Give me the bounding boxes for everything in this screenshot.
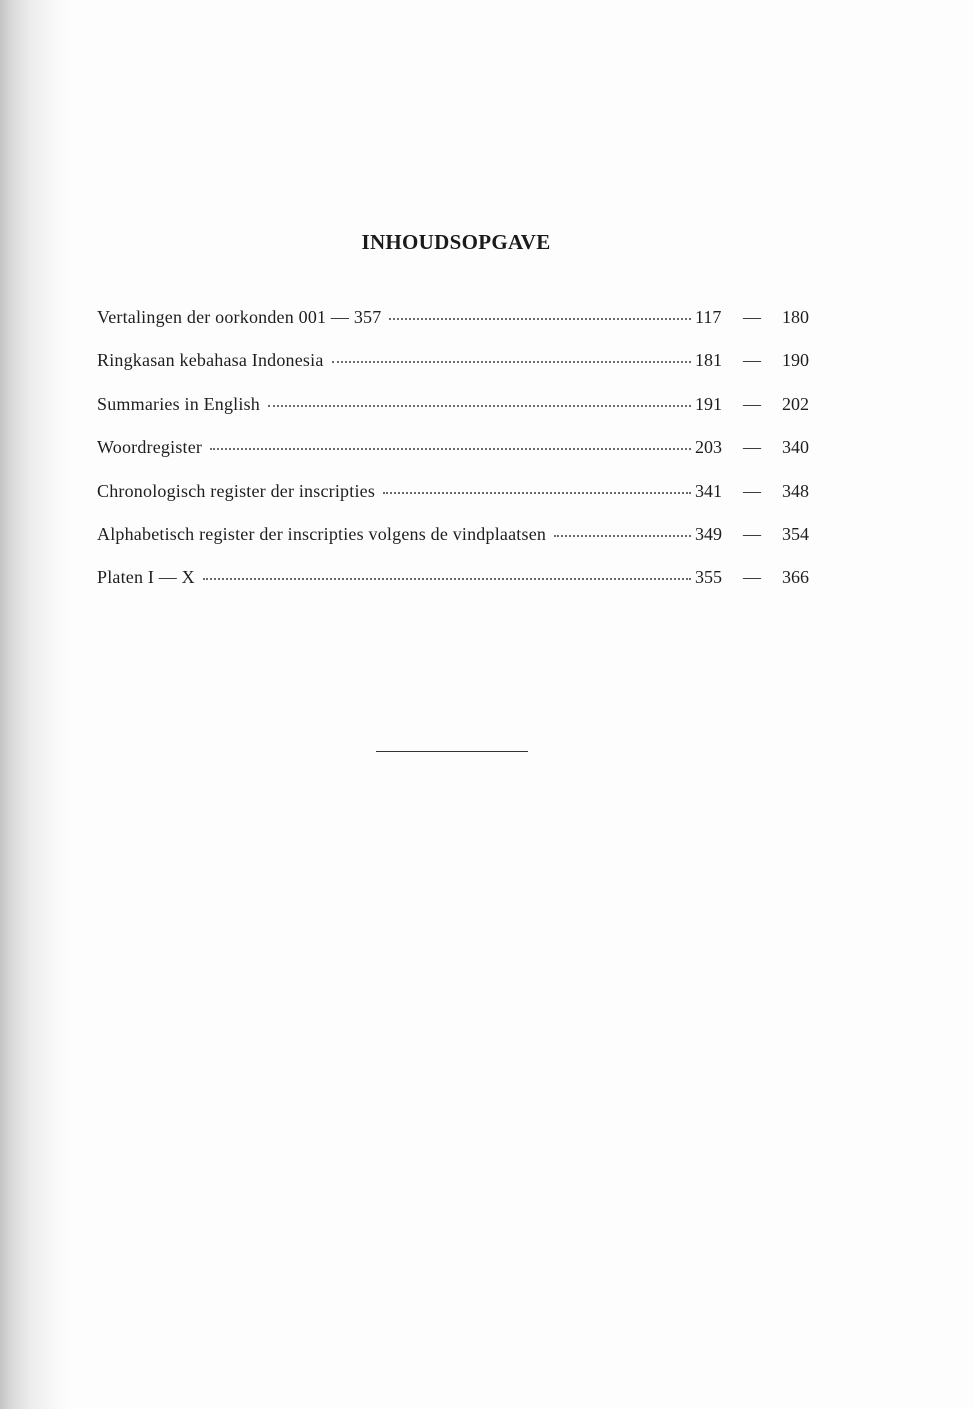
toc-page-dash: —: [743, 437, 761, 458]
toc-entry: [97, 524, 809, 567]
toc-entry: [97, 437, 809, 480]
toc-entry-label: Platen I — X: [97, 567, 195, 588]
toc-dot-leader: [383, 492, 691, 494]
toc-page-range: [695, 567, 809, 588]
toc-page-end: 190: [782, 350, 809, 371]
toc-page-dash: —: [743, 523, 761, 544]
toc-dot-leader: [268, 405, 691, 407]
toc-page-start: 355: [695, 567, 722, 588]
toc-page-end: 202: [782, 393, 809, 414]
toc-entry: [97, 350, 809, 393]
toc-page-start: 349: [695, 523, 722, 544]
toc-dot-leader: [332, 361, 691, 363]
toc-entry-label: Summaries in English: [97, 393, 260, 414]
binding-gutter-shadow: [0, 0, 70, 1409]
toc-page-range: [695, 394, 809, 415]
toc-entry-label: Vertalingen der oorkonden 001 — 357: [97, 307, 382, 327]
toc-dot-leader: [554, 535, 691, 537]
toc-dot-leader: [389, 318, 691, 320]
section-divider-rule: [376, 751, 528, 752]
table-of-contents: [97, 307, 809, 611]
toc-entry: [97, 481, 809, 524]
toc-page-end: 354: [782, 523, 809, 544]
toc-page-start: 203: [695, 437, 722, 458]
toc-dot-leader: [203, 578, 691, 580]
toc-page-start: 191: [695, 393, 722, 414]
toc-page-end: 366: [782, 567, 809, 588]
toc-entry: [97, 307, 809, 350]
toc-page-range: [695, 437, 809, 458]
toc-page-dash: —: [743, 393, 761, 414]
toc-page-dash: —: [743, 567, 761, 588]
toc-page-range: [695, 524, 809, 545]
toc-page-dash: —: [743, 307, 761, 327]
toc-page-end: 348: [782, 480, 809, 501]
toc-page-start: 117: [695, 307, 722, 327]
toc-entry: [97, 567, 809, 610]
toc-page-start: 181: [695, 350, 722, 371]
page-title: INHOUDSOPGAVE: [361, 230, 551, 254]
toc-page-end: 180: [782, 307, 809, 327]
toc-page-dash: —: [743, 350, 761, 371]
toc-dot-leader: [210, 448, 691, 450]
toc-page-dash: —: [743, 480, 761, 501]
toc-page-end: 340: [782, 437, 809, 458]
toc-entry-label: Chronologisch register der inscripties: [97, 480, 376, 501]
toc-entry: [97, 394, 809, 437]
toc-page-range: [695, 350, 809, 371]
toc-entry-label: Woordregister: [97, 437, 203, 458]
toc-entry-label: Alphabetisch register der inscripties volgens de vindplaatsen: [97, 523, 547, 544]
toc-page-start: 341: [695, 480, 722, 501]
toc-page-range: [695, 307, 809, 328]
toc-entry-label: Ringkasan kebahasa Indonesia: [97, 350, 324, 371]
toc-page-range: [695, 481, 809, 502]
